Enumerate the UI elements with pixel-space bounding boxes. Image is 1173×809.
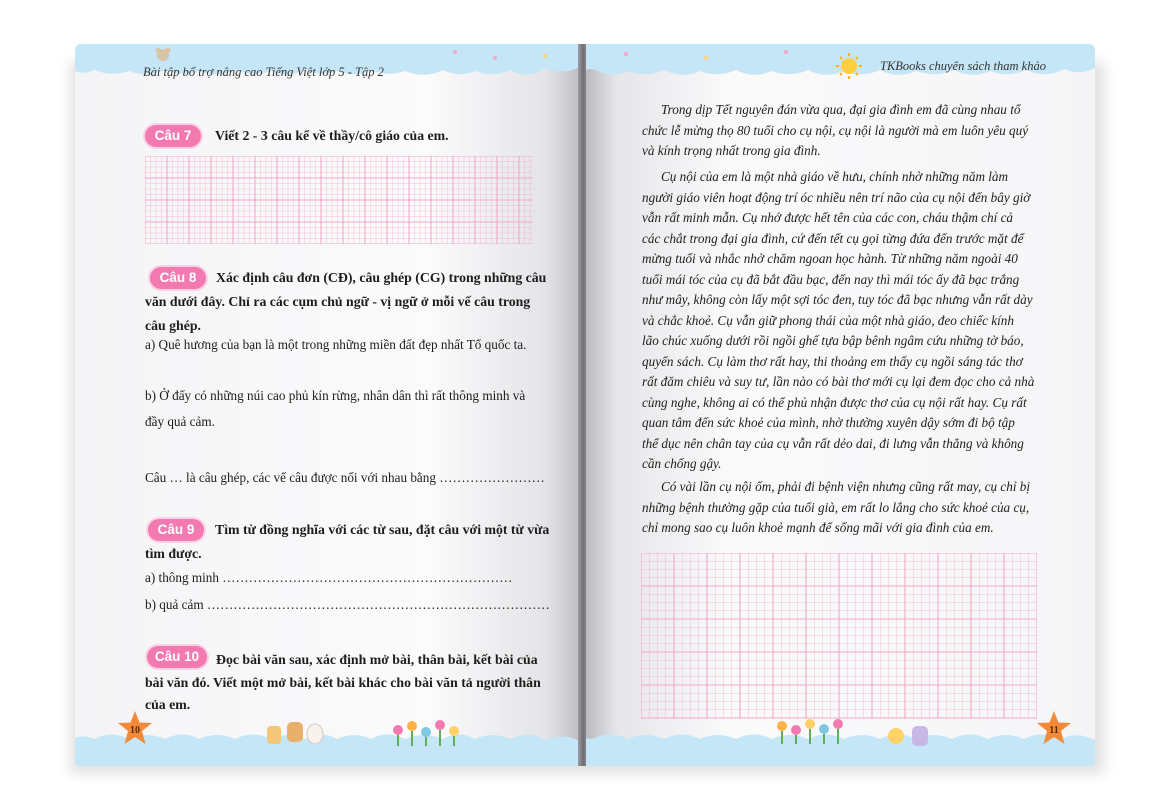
left-page xyxy=(75,44,581,766)
essay-line: những bệnh thường gặp của tuổi già, em rất lo lắng cho sức khoẻ của cụ, xyxy=(642,499,1030,515)
question-8-line-1: Xác định câu đơn (CĐ), câu ghép (CG) trong những câu xyxy=(216,270,547,285)
flowers-decoration xyxy=(390,716,470,748)
essay-line: cần chống gậy. xyxy=(642,456,722,471)
essay-line: người giáo viên hoạt động trí óc nhiều nên trí não của cụ nội đến bây giờ xyxy=(642,189,1031,205)
page-number-left: 10 xyxy=(130,725,140,736)
writing-grid-q7[interactable] xyxy=(145,156,533,244)
essay-line: lão chúc xuống dưới rồi ngồi ghế tựa bập bênh ngâm cứu những tờ báo, xyxy=(642,333,1024,348)
question-8-sentence-b-line-1: b) Ở đấy có những núi cao phủ kín rừng, nhân dân thì rất thông minh và xyxy=(145,388,526,403)
page-number-star-right xyxy=(1036,710,1072,746)
essay-line: quyển sách. Cụ làm thơ rất hay, thi thoảng em thấy cụ ngồi sáng tác thơ xyxy=(642,353,1023,369)
question-10-line-3: của em. xyxy=(145,697,191,712)
essay-line: rất đăm chiêu và suy tư, lần nào có bài thơ mới cụ lại đem đọc cho cả nhà xyxy=(642,374,1035,389)
essay-line: chức lễ mừng thọ 80 tuổi cho cụ nội, cụ nội là người mà em luôn yêu quý xyxy=(642,122,1029,138)
right-page xyxy=(586,44,1095,766)
sun-icon xyxy=(834,52,864,80)
animals-decoration-right xyxy=(886,720,936,748)
question-10-line-1: Đọc bài văn sau, xác định mở bài, thân bài, kết bài của xyxy=(216,652,538,667)
essay-line: như mây, không còn lấy một sợi tóc đen, tuy tóc đã bạc nhưng vẫn rất dày xyxy=(642,292,1033,307)
essay-line: mừng tuổi và nhắc nhở chăm ngoan học hành. Từ những năm ngoài 40 xyxy=(642,251,1018,266)
question-8-conclusion: Câu … là câu ghép, các vế câu được nối với nhau bằng …………………… xyxy=(145,470,545,485)
writing-grid-right[interactable] xyxy=(641,553,1037,719)
essay-line: thể dục nên chân tay của cụ vẫn rất dẻo dai, đi lưng vẫn thẳng và không xyxy=(642,435,1024,451)
bear-icon xyxy=(153,46,173,62)
question-9-answer-a[interactable]: a) thông minh ………………………………………………………… xyxy=(145,570,513,585)
essay-line: chỉ mong sao cụ luôn khoẻ mạnh để sống mãi với gia đình của em. xyxy=(642,520,994,535)
essay-line: Cụ nội của em là một nhà giáo về hưu, chính nhờ những năm làm xyxy=(661,169,1009,184)
page-header-right: TKBooks chuyên sách tham khảo xyxy=(880,59,1046,73)
question-7-text: Viết 2 - 3 câu kể về thầy/cô giáo của em. xyxy=(215,128,449,143)
essay-line: quan tâm đến sức khoẻ của mình, nhờ thường xuyên dậy sớm đi bộ tập xyxy=(642,415,1015,430)
essay-line: Có vài lần cụ nội ốm, phải đi bệnh viện nhưng cũng rất may, cụ chỉ bị xyxy=(661,479,1031,494)
question-8-badge: Câu 8 xyxy=(150,267,206,289)
essay-line: và kính trọng nhất trong gia đình. xyxy=(642,143,821,158)
animals-decoration xyxy=(265,714,325,748)
question-8-line-3: câu ghép. xyxy=(145,318,201,333)
question-7-badge: Câu 7 xyxy=(145,125,201,147)
page-number-right: 11 xyxy=(1049,725,1059,736)
essay-line: Trong dịp Tết nguyên đán vừa qua, đại gia đình em đã cùng nhau tổ xyxy=(661,102,1021,117)
question-9-line-2: tìm được. xyxy=(145,546,202,561)
essay-line: vẫn rất minh mẫn. Cụ nhớ được hết tên của các con, cháu thậm chí cả xyxy=(642,210,1014,225)
question-9-line-1: Tìm từ đồng nghĩa với các từ sau, đặt câu với một từ vừa xyxy=(215,522,550,537)
page-number-star-left xyxy=(117,710,153,746)
question-10-line-2: bài văn đó. Viết một mở bài, kết bài khác cho bài văn tả người thân xyxy=(145,675,541,690)
question-8-sentence-b-line-2: đầy quả cảm. xyxy=(145,414,215,429)
essay-line: các chắt trong đại gia đình, cứ đến tết cụ gọi từng đứa đến trước mặt để xyxy=(642,230,1024,246)
essay-line: tuổi mái tóc của cụ đã bắt đầu bạc, đến nay thì mái tóc ấy đã bạc trắng xyxy=(642,271,1020,287)
page-header: Bài tập bổ trợ nâng cao Tiếng Việt lớp 5 - Tập 2 xyxy=(143,65,384,79)
essay-line: cùng nghe, không ai có thể phủ nhận được thơ của cụ nội rất hay. Cụ rất xyxy=(642,394,1027,410)
question-9-answer-b[interactable]: b) quả cảm …………………………………………………………………… xyxy=(145,597,550,612)
flowers-decoration-right xyxy=(774,714,854,746)
question-8-line-2: văn dưới đây. Chỉ ra các cụm chủ ngữ - vị ngữ ở mỗi vế câu trong xyxy=(145,294,531,309)
essay-line: và chắc khoẻ. Cụ vẫn giữ phong thái của một nhà giáo, đeo chiếc kính xyxy=(642,312,1014,328)
question-9-badge: Câu 9 xyxy=(148,519,204,541)
question-8-sentence-a: a) Quê hương của bạn là một trong những miền đất đẹp nhất Tổ quốc ta. xyxy=(145,337,527,352)
question-10-badge: Câu 10 xyxy=(147,646,207,668)
